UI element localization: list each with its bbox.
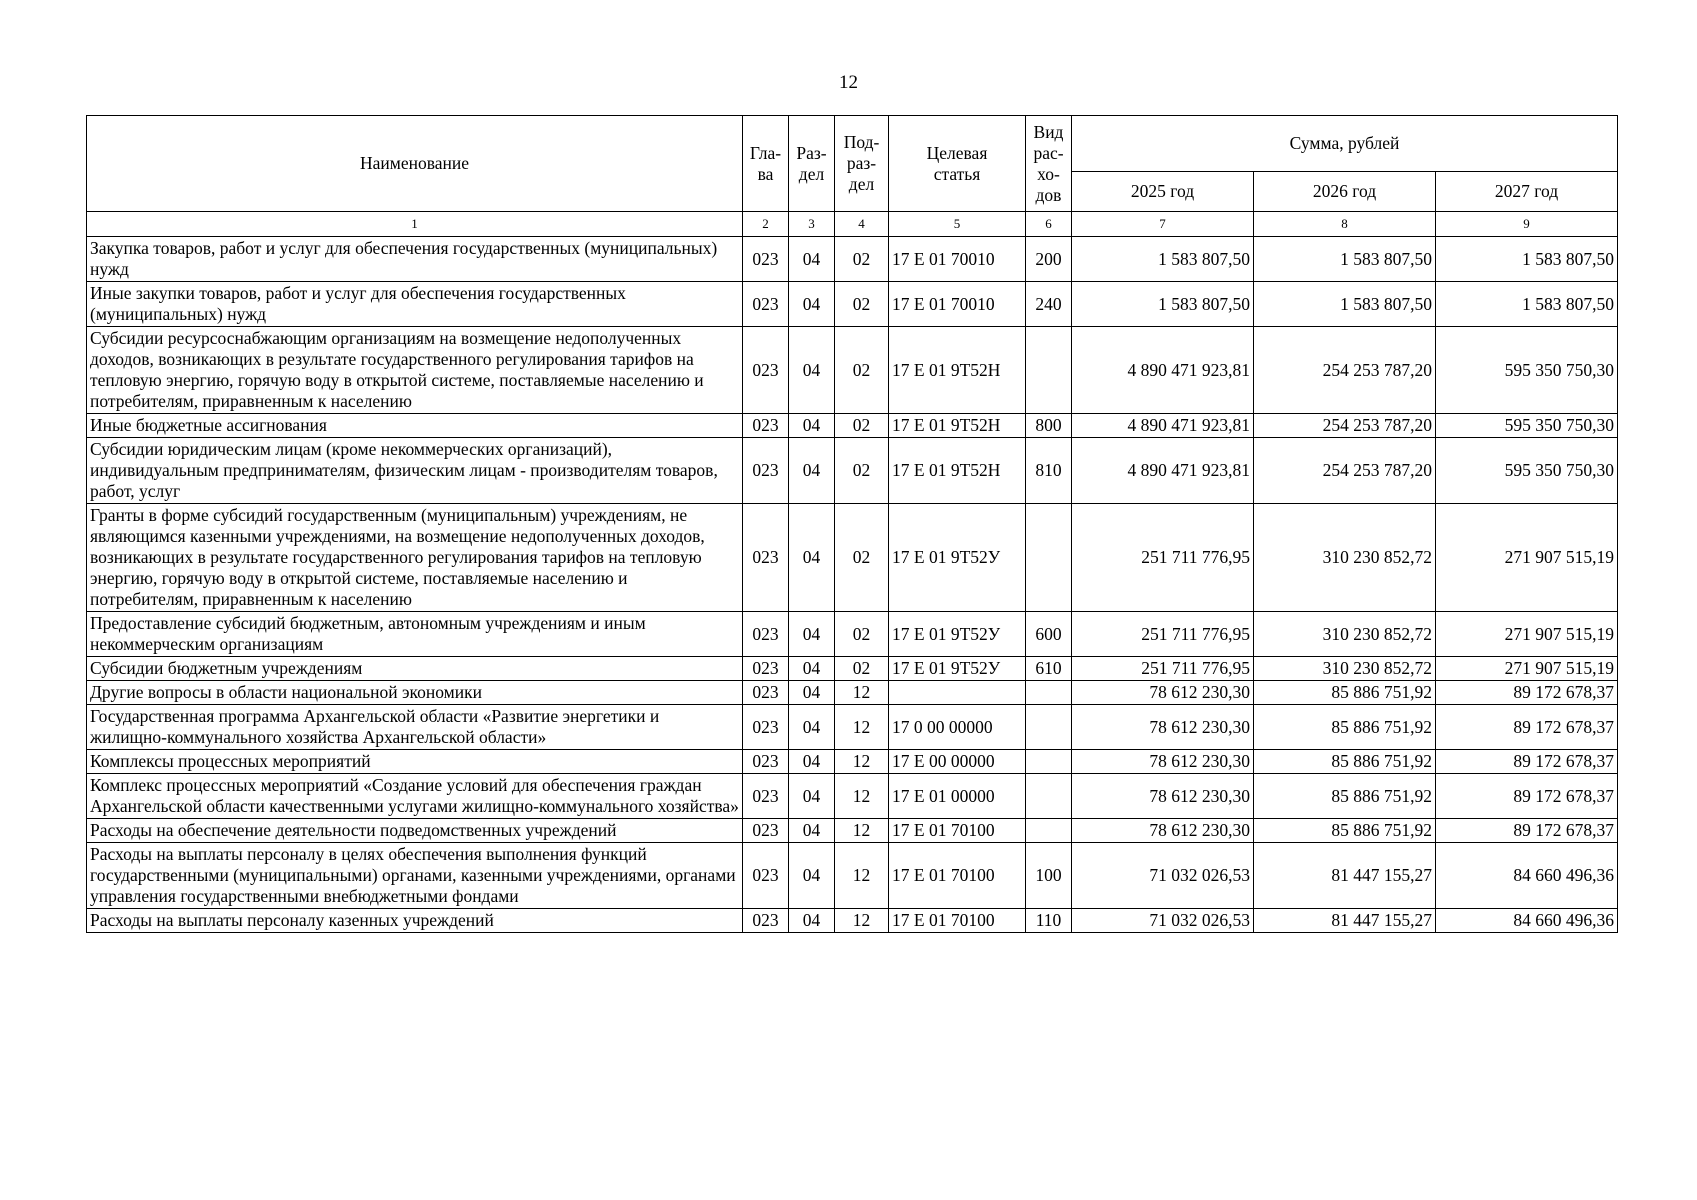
row-podrazdel: 02 (835, 438, 889, 504)
row-sum-2027: 1 583 807,50 (1436, 237, 1618, 282)
row-sum-2025: 71 032 026,53 (1072, 909, 1254, 933)
table-row (87, 612, 1618, 657)
table-row (87, 657, 1618, 681)
row-sum-2027: 89 172 678,37 (1436, 819, 1618, 843)
row-podrazdel: 12 (835, 819, 889, 843)
row-podrazdel: 12 (835, 705, 889, 750)
row-sum-2025: 78 612 230,30 (1072, 819, 1254, 843)
row-podrazdel: 02 (835, 414, 889, 438)
header-podrazdel: Под- раз- дел (835, 116, 889, 212)
row-razdel: 04 (789, 843, 835, 909)
row-sum-2027: 595 350 750,30 (1436, 438, 1618, 504)
row-tselevaya-statya: 17 Е 01 00000 (889, 774, 1026, 819)
row-glava: 023 (743, 681, 789, 705)
row-tselevaya-statya: 17 0 00 00000 (889, 705, 1026, 750)
row-tselevaya-statya: 17 Е 00 00000 (889, 750, 1026, 774)
row-razdel: 04 (789, 774, 835, 819)
column-number: 6 (1026, 212, 1072, 237)
row-podrazdel: 02 (835, 612, 889, 657)
row-sum-2026: 85 886 751,92 (1254, 750, 1436, 774)
row-glava: 023 (743, 774, 789, 819)
row-glava: 023 (743, 282, 789, 327)
row-podrazdel: 02 (835, 657, 889, 681)
row-name: Субсидии ресурсоснабжающим организациям на возмещение недополученных доходов, возникающих в результате государственного регулирования тарифов на тепловую энергию, горячую воду в открытой системе, поставляемые населению и потребителям, приравненным к населению (87, 327, 743, 414)
row-glava: 023 (743, 843, 789, 909)
column-number: 1 (87, 212, 743, 237)
row-sum-2027: 89 172 678,37 (1436, 750, 1618, 774)
row-name: Расходы на обеспечение деятельности подведомственных учреждений (87, 819, 743, 843)
row-sum-2026: 81 447 155,27 (1254, 909, 1436, 933)
table-row (87, 819, 1618, 843)
row-razdel: 04 (789, 414, 835, 438)
header-name: Наименование (87, 116, 743, 212)
row-tselevaya-statya: 17 Е 01 9Т52Н (889, 414, 1026, 438)
row-sum-2026: 1 583 807,50 (1254, 282, 1436, 327)
row-sum-2026: 81 447 155,27 (1254, 843, 1436, 909)
row-razdel: 04 (789, 612, 835, 657)
row-razdel: 04 (789, 705, 835, 750)
row-vid-raskhodov: 800 (1026, 414, 1072, 438)
table-row (87, 750, 1618, 774)
row-glava: 023 (743, 750, 789, 774)
row-sum-2027: 271 907 515,19 (1436, 612, 1618, 657)
table-row (87, 681, 1618, 705)
row-vid-raskhodov (1026, 774, 1072, 819)
row-sum-2025: 4 890 471 923,81 (1072, 414, 1254, 438)
row-podrazdel: 12 (835, 681, 889, 705)
column-number: 8 (1254, 212, 1436, 237)
row-sum-2025: 4 890 471 923,81 (1072, 327, 1254, 414)
column-number: 3 (789, 212, 835, 237)
row-podrazdel: 02 (835, 237, 889, 282)
row-sum-2026: 310 230 852,72 (1254, 504, 1436, 612)
row-glava: 023 (743, 414, 789, 438)
row-vid-raskhodov (1026, 705, 1072, 750)
row-sum-2025: 78 612 230,30 (1072, 705, 1254, 750)
row-name: Расходы на выплаты персоналу в целях обеспечения выполнения функций государственными (муниципальными) органами, казенными учреждениями, органами управления государственными внебюджетными фондами (87, 843, 743, 909)
row-podrazdel: 12 (835, 750, 889, 774)
table-row (87, 909, 1618, 933)
row-glava: 023 (743, 327, 789, 414)
header-tselevaya-statya: Целевая статья (889, 116, 1026, 212)
row-vid-raskhodov: 200 (1026, 237, 1072, 282)
row-sum-2027: 89 172 678,37 (1436, 681, 1618, 705)
row-name: Иные бюджетные ассигнования (87, 414, 743, 438)
row-tselevaya-statya: 17 Е 01 9Т52У (889, 504, 1026, 612)
budget-table (86, 115, 1618, 933)
row-razdel: 04 (789, 282, 835, 327)
row-tselevaya-statya: 17 Е 01 70100 (889, 843, 1026, 909)
row-name: Гранты в форме субсидий государственным (муниципальным) учреждениям, не являющимся казенными учреждениями, на возмещение недополученных доходов, возникающих в результате государственного регулирования тарифов на тепловую энергию, горячую воду в открытой системе, поставляемые населению и потребителям, приравненным к населению (87, 504, 743, 612)
column-numbers-row (87, 212, 1618, 237)
row-sum-2025: 78 612 230,30 (1072, 750, 1254, 774)
row-tselevaya-statya: 17 Е 01 70010 (889, 237, 1026, 282)
row-name: Субсидии бюджетным учреждениям (87, 657, 743, 681)
row-name: Комплексы процессных мероприятий (87, 750, 743, 774)
header-year-2025: 2025 год (1072, 172, 1254, 212)
row-tselevaya-statya (889, 681, 1026, 705)
row-razdel: 04 (789, 819, 835, 843)
row-name: Субсидии юридическим лицам (кроме некоммерческих организаций), индивидуальным предпринимателям, физическим лицам - производителям товаров, работ, услуг (87, 438, 743, 504)
row-sum-2026: 85 886 751,92 (1254, 681, 1436, 705)
row-tselevaya-statya: 17 Е 01 70010 (889, 282, 1026, 327)
row-podrazdel: 12 (835, 909, 889, 933)
row-razdel: 04 (789, 504, 835, 612)
header-summa: Сумма, рублей (1072, 116, 1618, 172)
table-row (87, 237, 1618, 282)
header-glava: Гла- ва (743, 116, 789, 212)
row-sum-2026: 254 253 787,20 (1254, 327, 1436, 414)
row-glava: 023 (743, 819, 789, 843)
row-tselevaya-statya: 17 Е 01 9Т52У (889, 657, 1026, 681)
column-number: 5 (889, 212, 1026, 237)
row-name: Расходы на выплаты персоналу казенных учреждений (87, 909, 743, 933)
row-name: Другие вопросы в области национальной экономики (87, 681, 743, 705)
row-razdel: 04 (789, 750, 835, 774)
table-row (87, 282, 1618, 327)
row-tselevaya-statya: 17 Е 01 9Т52Н (889, 327, 1026, 414)
row-sum-2027: 84 660 496,36 (1436, 909, 1618, 933)
row-razdel: 04 (789, 657, 835, 681)
row-sum-2027: 1 583 807,50 (1436, 282, 1618, 327)
row-glava: 023 (743, 504, 789, 612)
row-glava: 023 (743, 705, 789, 750)
row-podrazdel: 02 (835, 282, 889, 327)
row-tselevaya-statya: 17 Е 01 70100 (889, 819, 1026, 843)
table-row (87, 414, 1618, 438)
row-name: Предоставление субсидий бюджетным, автономным учреждениям и иным некоммерческим организациям (87, 612, 743, 657)
row-vid-raskhodov (1026, 327, 1072, 414)
table-row (87, 504, 1618, 612)
row-sum-2025: 78 612 230,30 (1072, 681, 1254, 705)
row-sum-2025: 251 711 776,95 (1072, 657, 1254, 681)
row-vid-raskhodov: 240 (1026, 282, 1072, 327)
row-podrazdel: 12 (835, 774, 889, 819)
row-vid-raskhodov: 100 (1026, 843, 1072, 909)
row-name: Государственная программа Архангельской области «Развитие энергетики и жилищно-коммунального хозяйства Архангельской области» (87, 705, 743, 750)
table-row (87, 327, 1618, 414)
row-vid-raskhodov: 600 (1026, 612, 1072, 657)
row-sum-2027: 271 907 515,19 (1436, 657, 1618, 681)
row-sum-2027: 271 907 515,19 (1436, 504, 1618, 612)
row-vid-raskhodov (1026, 681, 1072, 705)
row-sum-2025: 78 612 230,30 (1072, 774, 1254, 819)
row-razdel: 04 (789, 237, 835, 282)
row-vid-raskhodov: 110 (1026, 909, 1072, 933)
row-podrazdel: 12 (835, 843, 889, 909)
column-number: 7 (1072, 212, 1254, 237)
row-sum-2025: 1 583 807,50 (1072, 237, 1254, 282)
row-podrazdel: 02 (835, 327, 889, 414)
row-glava: 023 (743, 909, 789, 933)
table-row (87, 843, 1618, 909)
row-sum-2026: 1 583 807,50 (1254, 237, 1436, 282)
header-year-2027: 2027 год (1436, 172, 1618, 212)
row-name: Комплекс процессных мероприятий «Создание условий для обеспечения граждан Архангельской области качественными услугами жилищно-коммунального хозяйства» (87, 774, 743, 819)
row-name: Иные закупки товаров, работ и услуг для обеспечения государственных (муниципальных) нужд (87, 282, 743, 327)
row-sum-2025: 251 711 776,95 (1072, 504, 1254, 612)
row-sum-2027: 89 172 678,37 (1436, 705, 1618, 750)
row-sum-2027: 595 350 750,30 (1436, 327, 1618, 414)
row-name: Закупка товаров, работ и услуг для обеспечения государственных (муниципальных) нужд (87, 237, 743, 282)
table-row (87, 705, 1618, 750)
row-tselevaya-statya: 17 Е 01 9Т52Н (889, 438, 1026, 504)
row-sum-2027: 84 660 496,36 (1436, 843, 1618, 909)
row-podrazdel: 02 (835, 504, 889, 612)
row-glava: 023 (743, 657, 789, 681)
column-number: 9 (1436, 212, 1618, 237)
row-razdel: 04 (789, 438, 835, 504)
header-vid-raskhodov: Вид рас- хо- дов (1026, 116, 1072, 212)
column-number: 2 (743, 212, 789, 237)
row-glava: 023 (743, 612, 789, 657)
row-glava: 023 (743, 438, 789, 504)
row-sum-2027: 89 172 678,37 (1436, 774, 1618, 819)
row-sum-2027: 595 350 750,30 (1436, 414, 1618, 438)
row-vid-raskhodov (1026, 750, 1072, 774)
row-tselevaya-statya: 17 Е 01 70100 (889, 909, 1026, 933)
row-sum-2026: 254 253 787,20 (1254, 414, 1436, 438)
row-vid-raskhodov (1026, 819, 1072, 843)
row-razdel: 04 (789, 681, 835, 705)
row-sum-2026: 254 253 787,20 (1254, 438, 1436, 504)
row-sum-2026: 85 886 751,92 (1254, 705, 1436, 750)
row-sum-2026: 85 886 751,92 (1254, 819, 1436, 843)
row-sum-2025: 251 711 776,95 (1072, 612, 1254, 657)
row-razdel: 04 (789, 327, 835, 414)
row-vid-raskhodov (1026, 504, 1072, 612)
row-vid-raskhodov: 810 (1026, 438, 1072, 504)
row-sum-2025: 71 032 026,53 (1072, 843, 1254, 909)
row-glava: 023 (743, 237, 789, 282)
row-sum-2025: 1 583 807,50 (1072, 282, 1254, 327)
column-number: 4 (835, 212, 889, 237)
page-number: 12 (839, 72, 858, 93)
row-sum-2026: 310 230 852,72 (1254, 612, 1436, 657)
row-vid-raskhodov: 610 (1026, 657, 1072, 681)
row-tselevaya-statya: 17 Е 01 9Т52У (889, 612, 1026, 657)
header-year-2026: 2026 год (1254, 172, 1436, 212)
table-row (87, 774, 1618, 819)
table-row (87, 438, 1618, 504)
row-sum-2025: 4 890 471 923,81 (1072, 438, 1254, 504)
row-razdel: 04 (789, 909, 835, 933)
row-sum-2026: 85 886 751,92 (1254, 774, 1436, 819)
header-razdel: Раз- дел (789, 116, 835, 212)
row-sum-2026: 310 230 852,72 (1254, 657, 1436, 681)
